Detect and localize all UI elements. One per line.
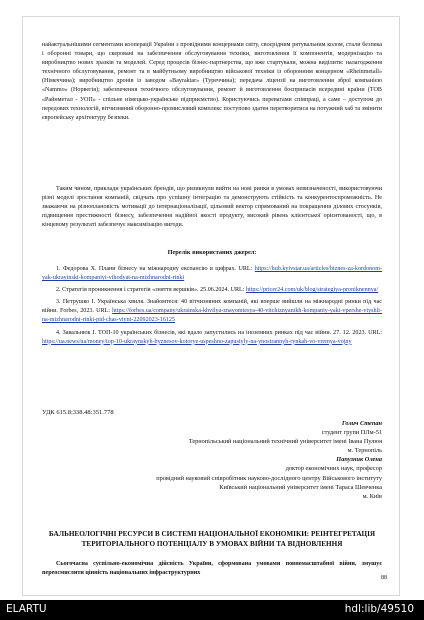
reference-text: Федорова Х. Плани бізнесу на міжнародну експансію в цифрах. URL: xyxy=(62,266,255,272)
author-name: Голич Степан xyxy=(341,420,382,427)
reference-number: 3. xyxy=(56,299,61,306)
author-block xyxy=(52,419,382,501)
author-affiliation-line: студент групи ПЛм-51 xyxy=(321,429,382,437)
handle-label: hdl:lib/49510 xyxy=(344,603,414,615)
author-affiliation-line: провідний науковий співробітник науково-дослідного центру Військового інституту xyxy=(156,474,382,482)
author-affiliation-line: м. Тернопіль xyxy=(347,447,382,455)
author-name: Папузник Олена xyxy=(336,456,382,464)
reference-text: Стратегія проникнення і стратегія «зняття вершків». 25.06.2024. URL: xyxy=(62,287,246,294)
author-affiliation-line: Київський національний університет імені Тараса Шевченка xyxy=(219,483,382,491)
reference-item xyxy=(42,286,382,295)
author-affiliation-line: доктор економічних наук, професор xyxy=(285,465,382,473)
udk-code: УДК 615.8:338.48:351.778 xyxy=(42,409,114,416)
author-affiliation-line: Тернопільський національний технічний університет імені Івана Пулюя xyxy=(188,438,382,446)
reference-text: Завальнюк І. ТОП-10 українських бізнесів, які вдало запустились на іноземних ринках під час війни. 27. 12. 2023. URL: xyxy=(62,329,382,336)
reference-link[interactable]: https://ua.news/ua/money/top-10-ukraynskyh-byznesov-kotorye-uspeshno-zapustyly-na-ynostrannyh-rynkah-vo-vremya-vojny xyxy=(42,338,352,345)
author-affiliation-line: м. Київ xyxy=(362,492,382,500)
reference-item xyxy=(42,329,382,347)
page-number: 88 xyxy=(381,575,387,581)
references-title: Перелік використаних джерел: xyxy=(167,249,257,256)
references-list xyxy=(42,265,382,350)
reference-link[interactable]: https://pricer24.com/uk/blog/strategiya-proniknennya/ xyxy=(245,287,379,294)
reference-link[interactable]: https://hub.kyivstar.ua/articles/biznes-za-kordonom-yak-ukrayinski-kompaniyi-vihodyat-na-mizhnarodni-rinki xyxy=(42,266,382,282)
reference-text: Петрушко І. Українська хвиля. Знайомтеся: 40 вітчизняних компаній, які вперше вийшли на міжнародні ринки під час війни. Forbes, 2023. URL: xyxy=(42,299,382,315)
reference-item xyxy=(42,265,382,283)
reference-number: 2. xyxy=(56,287,61,294)
body-paragraph-1: найактуальнішими сегментами кооперації України з провідними концернами світу, своєрідним рятувальним колом, стали безпека і оборонні товари, що скеровані на забезпечення обслуговування техніки, виготовлення її компонентів, модернізацію та виробництво нових зразків та моделей. Серед процесів бізнес-партнерства, що вже стартували, можна виділити: налагодження технічного обслуговування, ремонт та в майбутньому виробництво військової техніки із оборонним концерном «Rheinmetall» (Німеччина); виробництво дронів із заводом «Bayraktar» (Туреччина); передача ліцензії на виготовлення зброї компанією «Nammo» (Норвегія); забезпечення технічного обслуговування, ремонт й виготовлення боєприпасів всередині країни (ТОВ «Райнметал - УОП» - спільне німецько-українське підприємство). Користуючись перевагами співпраці, а саме – доступом до передових технологій, вітчизняний оборонно-промисловий комплекс поступово здатен перетворитися на потужний хаб та змінити європейську архітектуру безпеки. xyxy=(42,42,382,121)
article-abstract: Сьогочасна суспільно-економічна дійсність України, сформована умовами повномасштабної війни, змушує переосмислити цінність національних інфраструктурних xyxy=(42,561,382,577)
document-page xyxy=(22,16,400,596)
reference-number: 1. xyxy=(56,266,61,272)
repository-footer xyxy=(0,600,424,620)
reference-link[interactable]: https://forbes.ua/company/ukrainska-khvilya-znayomtesya-40-vitchiznyanikh-kompaniy-yaki-vpershe-viyshli-na-mizhnarodni-rinki-pid-chas-viyni-22092023-16125 xyxy=(42,308,382,324)
repository-label: ELARTU xyxy=(6,603,47,615)
reference-number: 4. xyxy=(56,329,61,336)
article-title: БАЛЬНЕОЛОГІЧНІ РЕСУРСИ В СИСТЕМІ НАЦІОНАЛЬНОЇ ЕКОНОМІКИ: РЕІНТЕГРЕТАЦІЯ ТЕРИТОРІАЛЬНОГО ПОТЕНЦІАЛУ В УМОВАХ ВІЙНИ ТА ВІДНОВЛЕННЯ xyxy=(48,530,376,548)
reference-item xyxy=(42,298,382,325)
body-paragraph-2: Таким чином, приклади українських брендів, що ризикнули вийти на нові ринки в умовах невизначеності, використовуючи різні моделі зростання компаній, свідчать про успішну інтеграцію та демонструють стійкість та конкурентоспроможність. Не зважаючи на різноплановість мотивації до інтернаціоналізації, цільовий вектор спрямований на покращення ділових стосунків, підвищення престижності бізнесу, забезпечення надійної якості продукту, високий рівень клієнтської орієнтованості, що, в кінцевому результаті забезпечує максимізацію вигоди. xyxy=(42,186,382,229)
